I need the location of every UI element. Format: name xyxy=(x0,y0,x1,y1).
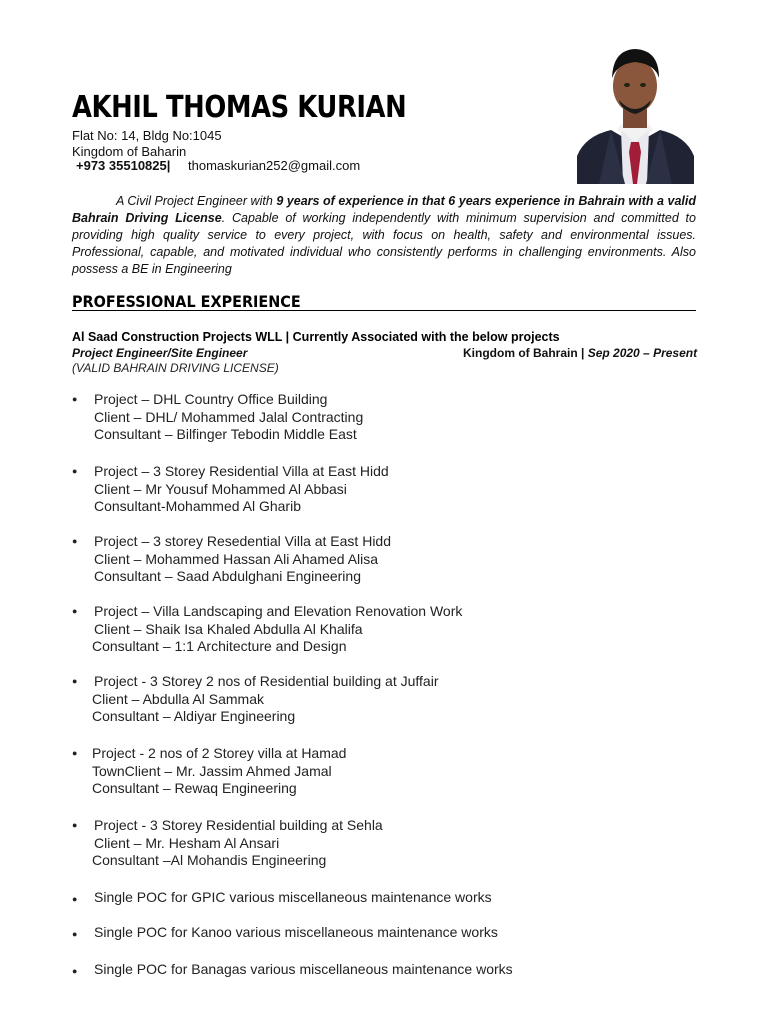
bullet: ● xyxy=(72,894,78,904)
project-line: ● Project – 3 Storey Residential Villa at East Hidd xyxy=(72,463,389,479)
bullet: ● xyxy=(72,606,78,616)
bullet: ● xyxy=(72,394,78,404)
bullet: ● xyxy=(72,748,78,758)
summary-highlight: 9 years of experience in that 6 years experience in Bahrain with a valid Bahrain Driving License xyxy=(72,194,696,225)
project-line: ● Project – Villa Landscaping and Elevation Renovation Work xyxy=(72,603,463,619)
client-line: Client – Shaik Isa Khaled Abdulla Al Khalifa xyxy=(94,620,363,637)
job-location-dates xyxy=(463,346,697,360)
client-line: Client – Abdulla Al Sammak xyxy=(92,690,264,707)
project-line: ● Project - 3 Storey Residential building at Sehla xyxy=(72,817,383,833)
client-line: Client – Mr Yousuf Mohammed Al Abbasi xyxy=(94,480,347,497)
poc-item: ● Single POC for Kanoo various miscellaneous maintenance works xyxy=(72,924,498,940)
client-line: TownClient – Mr. Jassim Ahmed Jamal xyxy=(92,762,332,779)
address-line-1: Flat No: 14, Bldg No:1045 xyxy=(72,128,222,143)
consultant-line: Consultant – Rewaq Engineering xyxy=(92,780,297,796)
section-divider xyxy=(72,310,696,311)
job-dates: Sep 2020 – Present xyxy=(587,346,698,360)
project-line: ● Project – DHL Country Office Building xyxy=(72,391,328,407)
project-line: ● Project – 3 storey Resedential Villa at East Hidd xyxy=(72,533,392,549)
project-entry xyxy=(72,533,391,586)
project-entry xyxy=(72,745,346,798)
summary-rest: . Capable of working independently with minimum supervision and committed to providing high quality service to every project, with focus on health, safety and environmental issues. Professional, capable, and motivated individual who consistently performs in challenging environments. Also possess a BE in Engineering xyxy=(72,211,696,276)
contact-separator: | xyxy=(166,158,171,173)
project-entry xyxy=(72,463,389,516)
contact-line xyxy=(72,158,360,173)
client-line: Client – DHL/ Mohammed Jalal Contracting xyxy=(94,408,364,425)
project-entry xyxy=(72,673,438,726)
section-title-experience: PROFESSIONAL EXPERIENCE xyxy=(72,292,301,311)
consultant-line: Consultant – 1:1 Architecture and Design xyxy=(92,638,347,654)
project-line: ● Project - 3 Storey 2 nos of Residential building at Juffair xyxy=(72,673,439,689)
email-address: thomaskurian252@gmail.com xyxy=(188,158,361,173)
consultant-line: Consultant –Al Mohandis Engineering xyxy=(92,852,327,868)
phone-number: +973 35510825 xyxy=(76,158,167,173)
bullet: ● xyxy=(72,466,78,476)
bullet: ● xyxy=(72,676,78,686)
license-note: (VALID BAHRAIN DRIVING LICENSE) xyxy=(72,361,279,375)
project-line: ● Project - 2 nos of 2 Storey villa at Hamad xyxy=(72,745,347,761)
consultant-line: Consultant – Aldiyar Engineering xyxy=(92,708,296,724)
company-line: Al Saad Construction Projects WLL | Currently Associated with the below projects xyxy=(72,330,560,344)
professional-summary xyxy=(72,193,696,278)
project-entry xyxy=(72,391,363,444)
poc-item: ● Single POC for Banagas various miscellaneous maintenance works xyxy=(72,961,513,977)
client-line: Client – Mr. Hesham Al Ansari xyxy=(94,834,280,851)
candidate-name: AKHIL THOMAS KURIAN xyxy=(72,90,407,125)
consultant-line: Consultant – Bilfinger Tebodin Middle East xyxy=(94,426,357,442)
client-line: Client – Mohammed Hassan Ali Ahamed Alisa xyxy=(94,550,379,567)
bullet: ● xyxy=(72,966,78,976)
consultant-line: Consultant – Saad Abdulghani Engineering xyxy=(94,568,361,584)
consultant-line: Consultant-Mohammed Al Gharib xyxy=(94,498,301,514)
summary-intro: A Civil Project Engineer with xyxy=(116,194,277,208)
poc-item: ● Single POC for GPIC various miscellaneous maintenance works xyxy=(72,889,492,905)
bullet: ● xyxy=(72,820,78,830)
job-location: Kingdom of Bahrain | xyxy=(463,346,588,360)
address-line-2: Kingdom of Baharin xyxy=(72,144,187,159)
bullet: ● xyxy=(72,929,78,939)
project-entry xyxy=(72,817,383,870)
profile-photo xyxy=(577,44,694,184)
job-title: Project Engineer/Site Engineer xyxy=(72,346,248,360)
project-entry xyxy=(72,603,462,656)
bullet: ● xyxy=(72,536,78,546)
